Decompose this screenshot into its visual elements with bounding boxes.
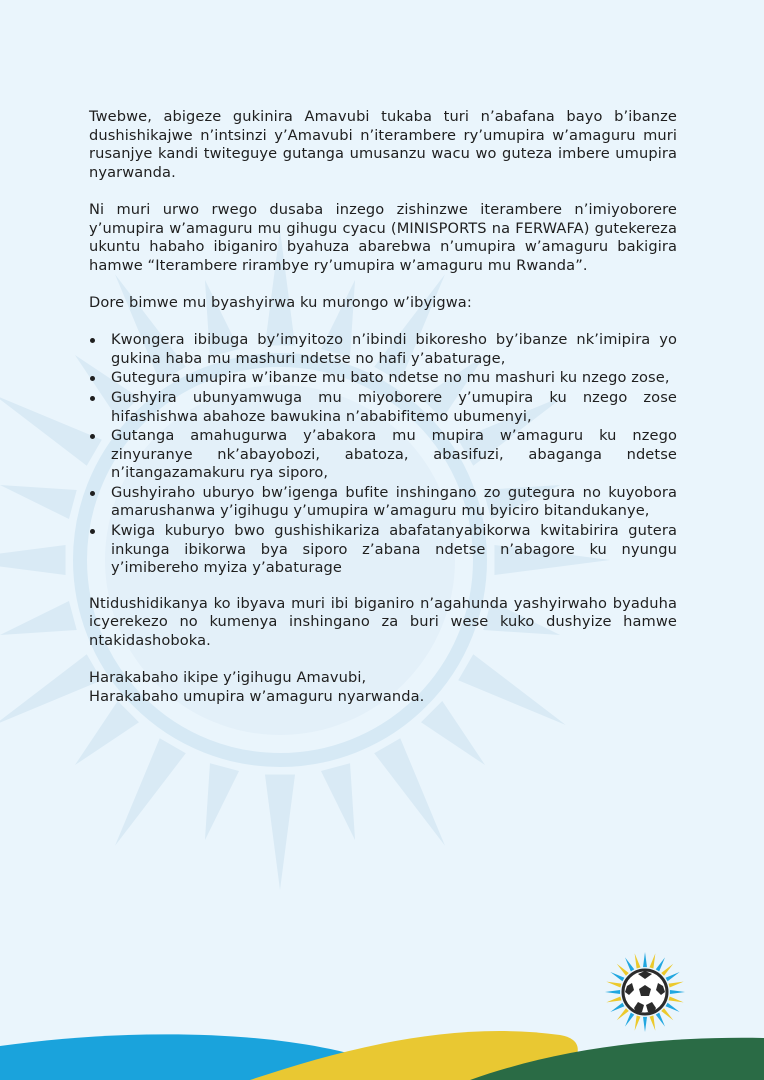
letter-body (89, 108, 677, 706)
closing-line: Harakabaho umupira w’amaguru nyarwanda. (89, 687, 425, 705)
conclusion-paragraph: Ntidushidikanya ko ibyava muri ibi biganiro n’agahunda yashyirwaho byaduha icyerekezo no kumenya inshingano za buri wese kuko dushyize hamwe ntakidashoboka. (89, 594, 677, 650)
agenda-list (89, 331, 677, 578)
agenda-item: Kwiga kuburyo bwo gushishikariza abafatanyabikorwa kwitabirira gutera inkunga ibikorwa bya siporo z’abana ndetse n’abagore ku nyungu y’imibereho myiza y’abaturage (89, 522, 677, 578)
logo-ray (617, 1008, 629, 1020)
logo-ray (606, 982, 621, 988)
logo-ray (656, 957, 665, 971)
logo-ray (661, 964, 673, 976)
logo-ray (643, 952, 647, 967)
agenda-item: Kwongera ibibuga by’imyitozo n’ibindi bikoresho by’ibanze nk’imipira yo gukina haba mu mashuri ndetse no hafi y’abaturage, (89, 331, 677, 368)
logo-ray (650, 953, 656, 968)
logo-ray (666, 972, 680, 981)
agenda-item: Gutanga amahugurwa y’abakora mu mupira w’amaguru ku nzego zinyuranye nk’abayobozi, abatoza, abasifuzi, abaganga ndetse n’itangazamakuru rya siporo, (89, 427, 677, 483)
logo-ray (605, 990, 620, 994)
logo-ray (643, 1017, 647, 1032)
logo-ray (670, 990, 685, 994)
logo-ray (635, 1016, 641, 1031)
agenda-intro: Dore bimwe mu byashyirwa ku murongo w’ibyigwa: (89, 293, 472, 311)
logo-ray (650, 1016, 656, 1031)
agenda-item: Gushyira ubunyamwuga mu miyoborere y’umupira ku nzego zose hifashishwa abahoze bawukina n’ababifitemo ubumenyi, (89, 389, 677, 426)
logo-ray (635, 953, 641, 968)
sun-football-logo-icon (600, 950, 690, 1040)
logo-ray (625, 957, 634, 971)
logo-ray (625, 1013, 634, 1027)
logo-ray (656, 1013, 665, 1027)
logo-ray (610, 1003, 624, 1012)
agenda-item: Gushyiraho uburyo bw’igenga bufite inshingano zo gutegura no kuyobora amarushanwa y’igihugu y’umupira w’amaguru mu byiciro bitandukanye, (89, 484, 677, 521)
intro-paragraph: Twebwe, abigeze gukinira Amavubi tukaba turi n’abafana bayo b’ibanze dushishikajwe n’intsinzi y’Amavubi n’iterambere ry’umupira w’amaguru muri rusanjye kandi twiteguye gutanga umusanzu wacu wo guteza imbere umupira nyarwanda. (89, 108, 677, 181)
logo-ray (669, 997, 684, 1003)
logo-ray (661, 1008, 673, 1020)
logo-ray (666, 1003, 680, 1012)
logo-ray (669, 982, 684, 988)
closing-line: Harakabaho ikipe y’igihugu Amavubi, (89, 669, 367, 687)
logo-ray (610, 972, 624, 981)
logo-ray (617, 964, 629, 976)
agenda-item: Gutegura umupira w’ibanze mu bato ndetse no mu mashuri ku nzego zose, (89, 369, 677, 388)
request-paragraph: Ni muri urwo rwego dusaba inzego zishinzwe iterambere n’imiyoborere y’umupira w’amaguru mu gihugu cyacu (MINISPORTS na FERWAFA) gutekereza ukuntu habaho ibiganiro byahuza abarebwa n’umupira w’amaguru bakigira hamwe “Iterambere rirambye ry’umupira w’amaguru mu Rwanda”. (89, 200, 677, 274)
logo-ray (606, 997, 621, 1003)
